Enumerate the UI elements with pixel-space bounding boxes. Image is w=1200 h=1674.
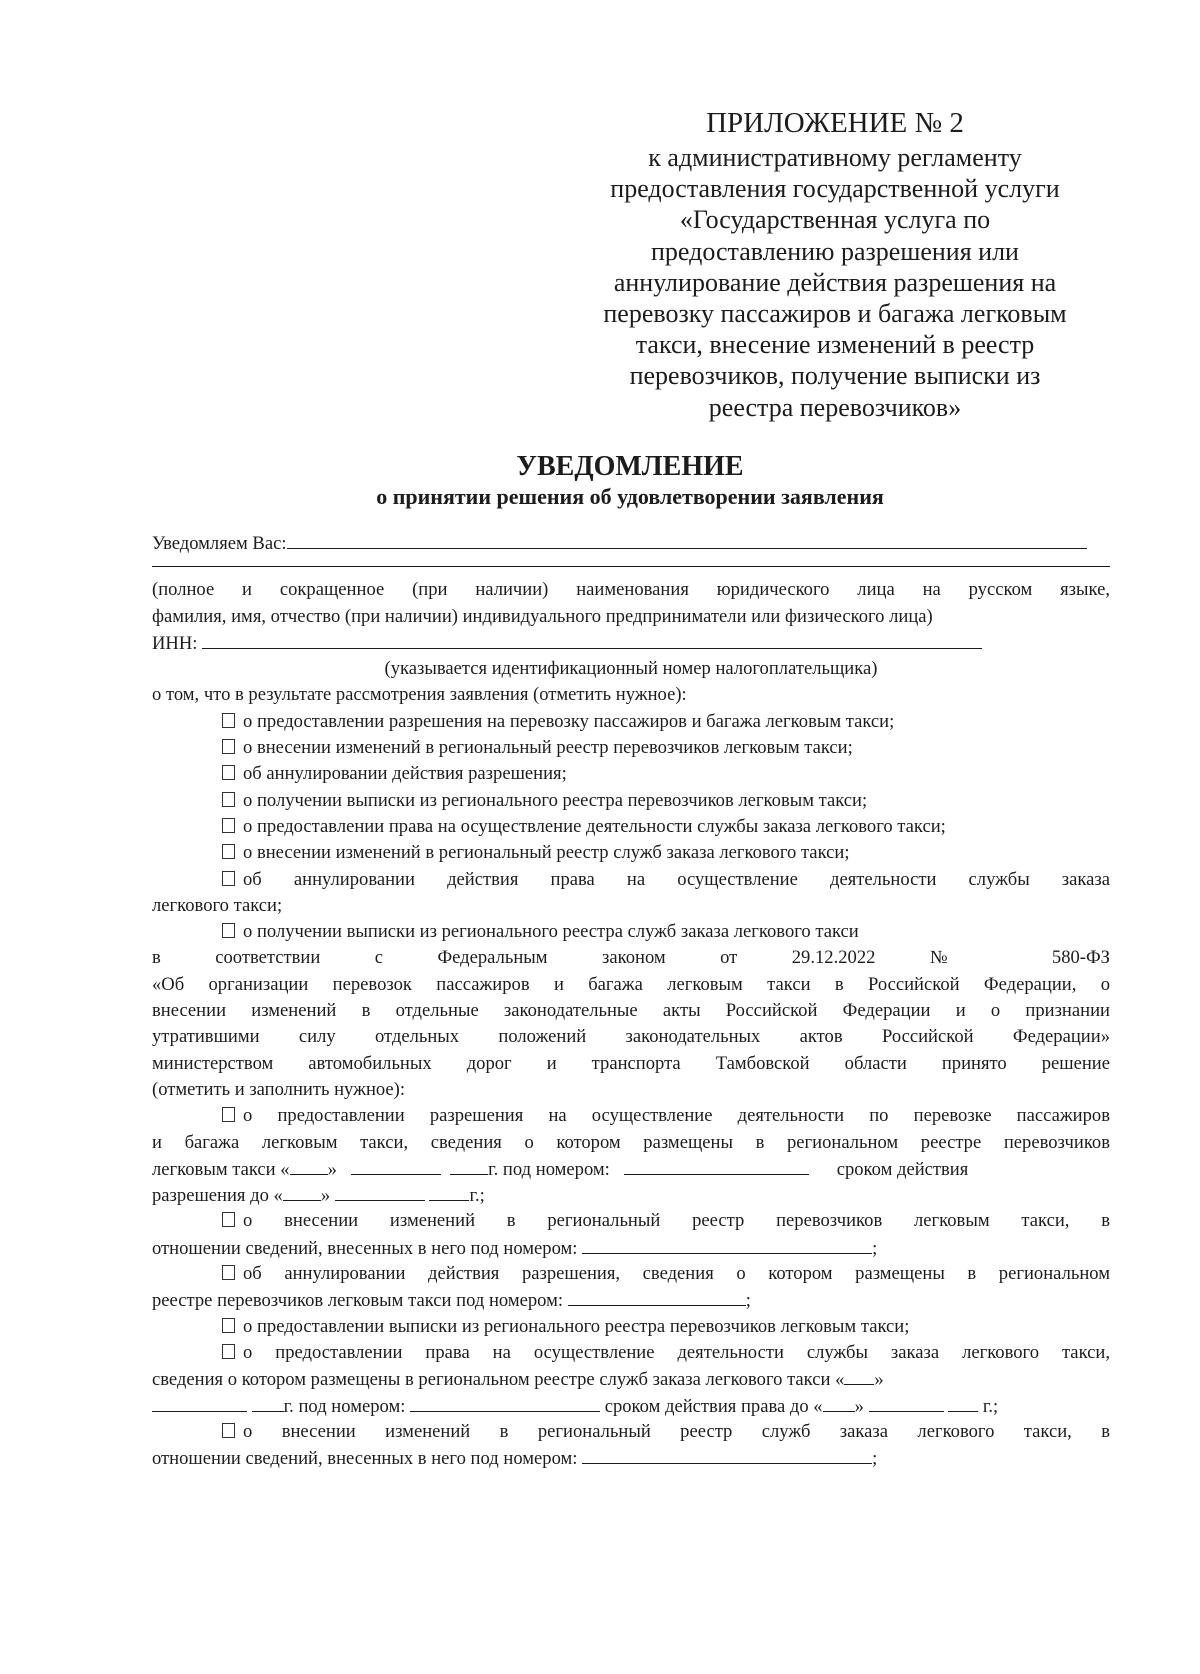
- decision-text: ;: [872, 1237, 878, 1259]
- about-text: о том, что в результате рассмотрения заявления (отметить нужное):: [152, 684, 687, 706]
- inn-note: (указывается идентификационный номер налогоплательщика): [384, 658, 878, 680]
- recipient-field[interactable]: [287, 530, 1087, 549]
- year-field[interactable]: [948, 1393, 978, 1412]
- decision-line: [152, 1445, 1110, 1471]
- decision-line: [152, 1287, 1110, 1313]
- appendix-header: [570, 106, 1100, 423]
- option-item: [152, 919, 1110, 945]
- checkbox[interactable]: [222, 792, 235, 807]
- number-field[interactable]: [410, 1393, 600, 1412]
- checkbox[interactable]: [222, 1423, 235, 1438]
- checkbox[interactable]: [222, 1212, 235, 1227]
- decision-text: »: [854, 1395, 864, 1417]
- checkbox[interactable]: [222, 1344, 235, 1359]
- appendix-line: предоставления государственной услуги: [610, 174, 1060, 204]
- option-label: об аннулировании действия разрешения;: [243, 763, 567, 785]
- decision-line: и багажа легковым такси, сведения о котором размещены в региональном реестре перевозчиков: [152, 1131, 1110, 1153]
- decision-item: [152, 1419, 1110, 1445]
- decision-text: разрешения до «: [152, 1185, 283, 1207]
- inn-field[interactable]: [202, 630, 982, 649]
- month-field[interactable]: [869, 1393, 944, 1412]
- checkbox[interactable]: [222, 713, 235, 728]
- decision-label: о внесении изменений в региональный реестр служб заказа легкового такси, в: [243, 1420, 1110, 1442]
- day-field[interactable]: [290, 1156, 328, 1175]
- appendix-line: реестра перевозчиков»: [708, 392, 962, 422]
- option-item: [152, 709, 1110, 735]
- decision-text: реестре перевозчиков легковым такси под номером:: [152, 1290, 564, 1312]
- decision-label: о предоставлении выписки из регионального реестра перевозчиков легковым такси;: [243, 1315, 910, 1337]
- law-line: министерством автомобильных дорог и транспорта Тамбовской области принято решение: [152, 1052, 1110, 1074]
- year-field[interactable]: [252, 1393, 284, 1412]
- month-field[interactable]: [351, 1156, 441, 1175]
- year-field[interactable]: [450, 1156, 488, 1175]
- inn-label: ИНН:: [152, 632, 198, 654]
- decision-item: [152, 1340, 1110, 1366]
- option-item: [152, 840, 1110, 866]
- decision-item: [152, 1103, 1110, 1129]
- decision-text: г. под номером:: [283, 1395, 406, 1417]
- option-label: о получении выписки из регионального реестра перевозчиков легковым такси;: [243, 789, 868, 811]
- number-field[interactable]: [568, 1287, 746, 1306]
- decision-text: сроком действия: [836, 1158, 969, 1180]
- law-line: внесении изменений в отдельные законодательные акты Российской Федерации и о признании: [152, 1000, 1110, 1022]
- notify-label: Уведомляем Вас:: [152, 533, 287, 554]
- decision-text: г. под номером:: [488, 1158, 610, 1180]
- decision-item: [152, 1208, 1110, 1234]
- number-field[interactable]: [582, 1235, 872, 1254]
- decision-label: о предоставлении права на осуществление деятельности службы заказа легкового такси,: [243, 1341, 1110, 1363]
- option-item: [152, 735, 1110, 761]
- appendix-line: к административному регламенту: [648, 143, 1022, 172]
- decision-label: о внесении изменений в региональный реестр перевозчиков легковым такси, в: [243, 1210, 1110, 1232]
- option-label: о получении выписки из регионального реестра служб заказа легкового такси: [243, 921, 859, 943]
- option-label: о предоставлении права на осуществление деятельности службы заказа легкового такси;: [243, 815, 946, 837]
- appendix-line: аннулирование действия разрешения на: [613, 267, 1057, 297]
- decision-text: г.;: [469, 1185, 485, 1207]
- appendix-line: такси, внесение изменений в реестр: [635, 330, 1035, 360]
- checkbox[interactable]: [222, 1265, 235, 1280]
- decision-text: сроком действия права до «: [604, 1395, 823, 1417]
- checkbox[interactable]: [222, 1107, 235, 1122]
- checkbox[interactable]: [222, 871, 235, 886]
- notify-row: [152, 530, 1110, 556]
- checkbox[interactable]: [222, 844, 235, 859]
- option-item: [152, 814, 1110, 840]
- document-subtitle: о принятии решения об удовлетворении заявления: [376, 484, 884, 509]
- option-label: о внесении изменений в региональный реестр служб заказа легкового такси;: [243, 842, 850, 864]
- option-item: [152, 788, 1110, 814]
- decision-text: »: [874, 1369, 884, 1391]
- month-field[interactable]: [152, 1393, 247, 1412]
- decision-line: [152, 1393, 1110, 1419]
- decision-line: [152, 1235, 1110, 1261]
- day-field[interactable]: [283, 1182, 321, 1201]
- appendix-line: перевозку пассажиров и багажа легковым: [603, 299, 1067, 329]
- name-note-line: фамилия, имя, отчество (при наличии) индивидуального предприниматели или физического лица): [152, 605, 933, 627]
- decision-text: сведения о котором размещены в региональном реестре служб заказа легкового такси «: [152, 1369, 845, 1391]
- option-label: о предоставлении разрешения на перевозку пассажиров и багажа легковым такси;: [243, 710, 895, 732]
- decision-text: легковым такси «: [152, 1158, 290, 1180]
- month-field[interactable]: [335, 1182, 425, 1201]
- appendix-line: «Государственная услуга по: [679, 205, 991, 235]
- decision-label: о предоставлении разрешения на осуществление деятельности по перевозке пассажиров: [243, 1105, 1110, 1127]
- law-line: в соответствии с Федеральным законом от 29.12.2022 № 580-ФЗ: [152, 947, 1110, 969]
- decision-text: »: [327, 1158, 337, 1180]
- decision-text: ;: [872, 1448, 878, 1470]
- decision-line: [152, 1366, 1110, 1392]
- option-item: [152, 867, 1110, 893]
- option-item: [152, 761, 1110, 787]
- checkbox[interactable]: [222, 739, 235, 754]
- checkbox[interactable]: [222, 923, 235, 938]
- day-field[interactable]: [844, 1366, 874, 1385]
- decision-text: ;: [745, 1290, 751, 1312]
- option-label: об аннулировании действия права на осуществление деятельности службы заказа: [243, 868, 1110, 890]
- decision-text: г.;: [982, 1395, 999, 1417]
- document-title: УВЕДОМЛЕНИЕ: [516, 451, 744, 482]
- document-body: [152, 530, 1110, 1471]
- decision-item: [152, 1261, 1110, 1287]
- checkbox[interactable]: [222, 765, 235, 780]
- decision-item: [152, 1314, 1110, 1340]
- law-line: (отметить и заполнить нужное):: [152, 1078, 406, 1100]
- appendix-line: предоставлению разрешения или: [651, 236, 1019, 266]
- decision-label: об аннулировании действия разрешения, сведения о котором размещены в региональном: [243, 1263, 1110, 1285]
- year-field[interactable]: [429, 1182, 469, 1201]
- decision-text: отношении сведений, внесенных в него под номером:: [152, 1448, 578, 1470]
- decision-line: [152, 1182, 1110, 1208]
- law-line: «Об организации перевозок пассажиров и багажа легковым такси в Российской Федерации, о: [152, 973, 1110, 995]
- checkbox[interactable]: [222, 1318, 235, 1333]
- decision-line: [152, 1156, 1110, 1182]
- decision-text: »: [320, 1185, 331, 1207]
- law-line: утратившими силу отдельных положений законодательных актов Российской Федерации»: [152, 1026, 1110, 1048]
- option-label: о внесении изменений в региональный реестр перевозчиков легковым такси;: [243, 737, 853, 759]
- recipient-field-line-2[interactable]: [152, 556, 1110, 567]
- day-field[interactable]: [823, 1393, 855, 1412]
- inn-row: [152, 630, 1110, 656]
- checkbox[interactable]: [222, 818, 235, 833]
- number-field[interactable]: [624, 1156, 809, 1175]
- appendix-number: ПРИЛОЖЕНИЕ № 2: [706, 107, 964, 139]
- decision-text: отношении сведений, внесенных в него под номером:: [152, 1237, 578, 1259]
- option-label-cont: легкового такси;: [152, 894, 283, 916]
- name-note-line: (полное и сокращенное (при наличии) наименования юридического лица на русском языке,: [152, 579, 1110, 601]
- appendix-line: перевозчиков, получение выписки из: [629, 361, 1041, 391]
- number-field[interactable]: [582, 1445, 872, 1464]
